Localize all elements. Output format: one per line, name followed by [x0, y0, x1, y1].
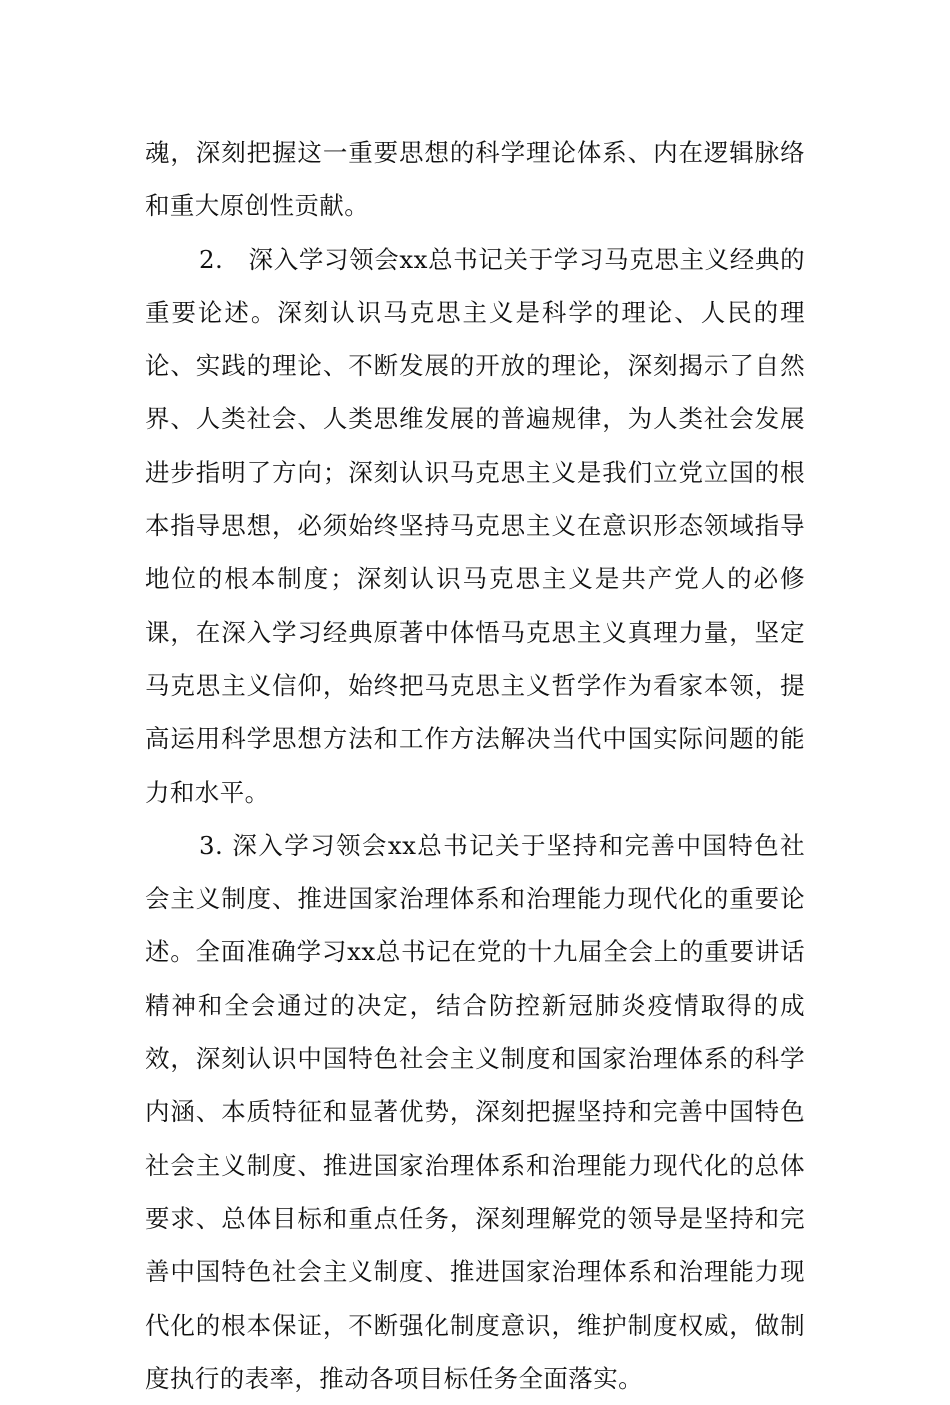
- paragraph-item-3: 3. 深入学习领会xx总书记关于坚持和完善中国特色社会主义制度、推进国家治理体系和治理能力现代化的重要论述。全面准确学习xx总书记在党的十九届全会上的重要讲话精神和全会通过的决定，结合防控新冠肺炎疫情取得的成效，深刻认识中国特色社会主义制度和国家治理体系的科学内涵、本质特征和显著优势，深刻把握坚持和完善中国特色社会主义制度、推进国家治理体系和治理能力现代化的总体要求、总体目标和重点任务，深刻理解党的领导是坚持和完善中国特色社会主义制度、推进国家治理体系和治理能力现代化的根本保证，不断强化制度意识，维护制度权威，做制度执行的表率，推动各项目标任务全面落实。: [145, 830, 805, 1393]
- paragraph-continuation: 魂，深刻把握这一重要思想的科学理论体系、内在逻辑脉络和重大原创性贡献。: [145, 138, 805, 221]
- document-body: [145, 126, 805, 1405]
- paragraph-item-2: 2. 深入学习领会xx总书记关于学习马克思主义经典的重要论述。深刻认识马克思主义是科学的理论、人民的理论、实践的理论、不断发展的开放的理论，深刻揭示了自然界、人类社会、人类思维发展的普遍规律，为人类社会发展进步指明了方向；深刻认识马克思主义是我们立党立国的根本指导思想，必须始终坚持马克思主义在意识形态领域指导地位的根本制度；深刻认识马克思主义是共产党人的必修课，在深入学习经典原著中体悟马克思主义真理力量，坚定马克思主义信仰，始终把马克思主义哲学作为看家本领，提高运用科学思想方法和工作方法解决当代中国实际问题的能力和水平。: [145, 244, 805, 807]
